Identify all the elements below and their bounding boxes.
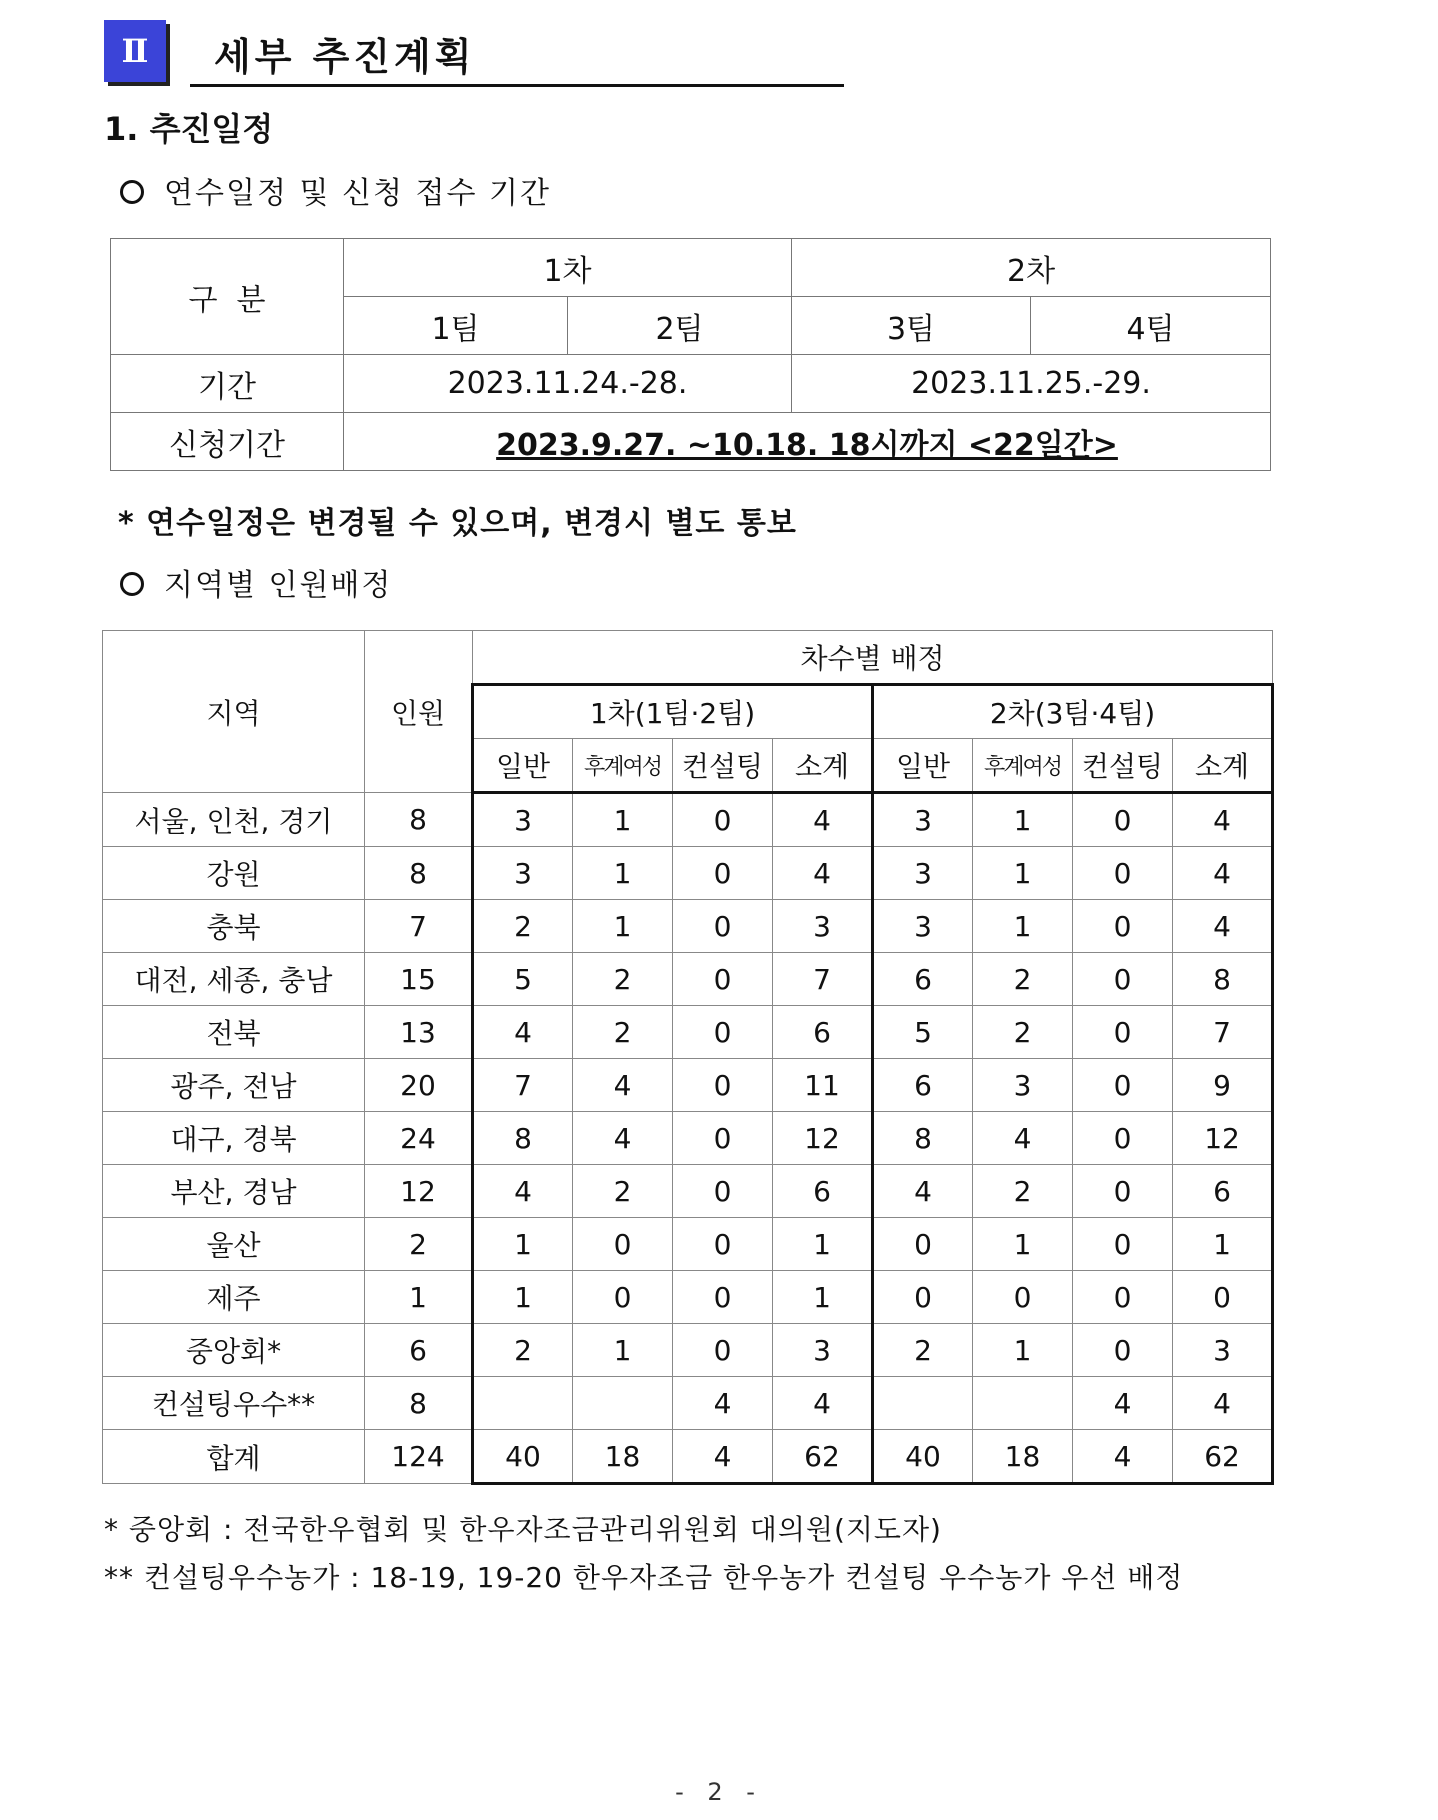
subheader: 소계 xyxy=(773,739,873,793)
value-cell: 3 xyxy=(873,793,973,847)
people-cell: 8 xyxy=(365,793,473,847)
value-cell: 1 xyxy=(473,1271,573,1324)
value-cell: 4 xyxy=(873,1165,973,1218)
value-cell: 4 xyxy=(1073,1377,1173,1430)
people-cell: 1 xyxy=(365,1271,473,1324)
value-cell: 0 xyxy=(1073,847,1173,900)
value-cell: 0 xyxy=(673,1218,773,1271)
value-cell: 12 xyxy=(773,1112,873,1165)
value-cell: 0 xyxy=(673,1112,773,1165)
value-cell: 0 xyxy=(1073,953,1173,1006)
value-cell: 7 xyxy=(473,1059,573,1112)
value-cell: 5 xyxy=(873,1006,973,1059)
subheader: 컨설팅 xyxy=(1073,739,1173,793)
schedule-note: * 연수일정은 변경될 수 있으며, 변경시 별도 통보 xyxy=(118,506,797,541)
people-cell: 13 xyxy=(365,1006,473,1059)
value-cell: 1 xyxy=(973,900,1073,953)
value-cell: 2 xyxy=(573,1165,673,1218)
value-cell: 4 xyxy=(573,1059,673,1112)
value-cell: 4 xyxy=(673,1430,773,1484)
value-cell: 1 xyxy=(973,1218,1073,1271)
table-row xyxy=(103,1218,1273,1271)
value-cell: 4 xyxy=(773,1377,873,1430)
value-cell xyxy=(473,1377,573,1430)
schedule-table xyxy=(110,238,1271,471)
subheader: 컨설팅 xyxy=(673,739,773,793)
region-cell: 강원 xyxy=(103,847,365,900)
people-cell: 24 xyxy=(365,1112,473,1165)
value-cell: 40 xyxy=(873,1430,973,1484)
value-cell: 2 xyxy=(873,1324,973,1377)
table-row xyxy=(103,900,1273,953)
group2-header: 2차(3팀·4팀) xyxy=(873,685,1273,739)
value-cell: 1 xyxy=(473,1218,573,1271)
value-cell: 0 xyxy=(573,1271,673,1324)
value-cell: 3 xyxy=(973,1059,1073,1112)
bullet-schedule xyxy=(120,168,551,212)
round2-header: 2차 xyxy=(792,239,1271,297)
value-cell: 7 xyxy=(773,953,873,1006)
value-cell: 0 xyxy=(1073,793,1173,847)
value-cell: 1 xyxy=(573,1324,673,1377)
value-cell: 2 xyxy=(573,1006,673,1059)
section-title: 세부 추진계획 xyxy=(214,35,476,79)
people-header: 인원 xyxy=(365,631,473,793)
table-row xyxy=(103,953,1273,1006)
value-cell: 6 xyxy=(1173,1165,1273,1218)
title-underline xyxy=(190,84,844,87)
people-cell: 20 xyxy=(365,1059,473,1112)
table-row xyxy=(103,1430,1273,1484)
period-round1: 2023.11.24.-28. xyxy=(344,355,792,413)
value-cell: 1 xyxy=(573,847,673,900)
value-cell: 0 xyxy=(673,1165,773,1218)
value-cell xyxy=(873,1377,973,1430)
value-cell: 4 xyxy=(973,1112,1073,1165)
value-cell: 1 xyxy=(573,900,673,953)
value-cell: 4 xyxy=(473,1165,573,1218)
value-cell: 11 xyxy=(773,1059,873,1112)
region-cell: 합계 xyxy=(103,1430,365,1484)
apply-period-text: 2023.9.27. ~10.18. 18시까지 <22일간> xyxy=(496,427,1118,463)
people-cell: 124 xyxy=(365,1430,473,1484)
value-cell: 1 xyxy=(573,793,673,847)
value-cell: 0 xyxy=(973,1271,1073,1324)
subheader: 일반 xyxy=(873,739,973,793)
region-cell: 부산, 경남 xyxy=(103,1165,365,1218)
subheader: 후계여성 xyxy=(973,739,1073,793)
period-label: 기간 xyxy=(111,355,344,413)
value-cell: 0 xyxy=(1073,1218,1173,1271)
bullet-text: 연수일정 및 신청 접수 기간 xyxy=(164,176,551,211)
subheader: 소계 xyxy=(1173,739,1273,793)
value-cell: 2 xyxy=(973,1006,1073,1059)
value-cell: 4 xyxy=(1173,793,1273,847)
category-header: 구 분 xyxy=(111,239,344,355)
team-header: 2팀 xyxy=(568,297,792,355)
people-cell: 2 xyxy=(365,1218,473,1271)
value-cell: 0 xyxy=(1073,1059,1173,1112)
team-header: 1팀 xyxy=(344,297,568,355)
value-cell: 3 xyxy=(1173,1324,1273,1377)
value-cell: 8 xyxy=(1173,953,1273,1006)
people-cell: 8 xyxy=(365,1377,473,1430)
value-cell: 0 xyxy=(1073,1324,1173,1377)
value-cell: 0 xyxy=(673,1059,773,1112)
value-cell: 4 xyxy=(773,847,873,900)
value-cell: 2 xyxy=(973,1165,1073,1218)
value-cell: 62 xyxy=(773,1430,873,1484)
table-row xyxy=(103,793,1273,847)
table-row xyxy=(103,847,1273,900)
value-cell: 0 xyxy=(573,1218,673,1271)
region-cell: 광주, 전남 xyxy=(103,1059,365,1112)
value-cell: 8 xyxy=(873,1112,973,1165)
value-cell: 0 xyxy=(1073,1271,1173,1324)
value-cell: 3 xyxy=(873,900,973,953)
value-cell: 40 xyxy=(473,1430,573,1484)
value-cell: 7 xyxy=(1173,1006,1273,1059)
region-cell: 서울, 인천, 경기 xyxy=(103,793,365,847)
value-cell: 6 xyxy=(773,1006,873,1059)
value-cell: 0 xyxy=(873,1218,973,1271)
value-cell: 0 xyxy=(673,793,773,847)
value-cell: 62 xyxy=(1173,1430,1273,1484)
subheader: 후계여성 xyxy=(573,739,673,793)
value-cell: 0 xyxy=(673,953,773,1006)
people-cell: 7 xyxy=(365,900,473,953)
value-cell: 4 xyxy=(1173,900,1273,953)
value-cell: 2 xyxy=(473,900,573,953)
value-cell: 4 xyxy=(1173,1377,1273,1430)
table-row xyxy=(103,1112,1273,1165)
footnote: ** 컨설팅우수농가 : 18-19, 19-20 한우자조금 한우농가 컨설팅 우수농가 우선 배정 xyxy=(104,1561,1184,1594)
region-cell: 울산 xyxy=(103,1218,365,1271)
value-cell xyxy=(973,1377,1073,1430)
value-cell: 18 xyxy=(573,1430,673,1484)
value-cell: 0 xyxy=(673,847,773,900)
bullet-allocation xyxy=(120,560,392,604)
value-cell: 8 xyxy=(473,1112,573,1165)
value-cell xyxy=(573,1377,673,1430)
value-cell: 4 xyxy=(773,793,873,847)
value-cell: 0 xyxy=(873,1271,973,1324)
value-cell: 0 xyxy=(1073,1112,1173,1165)
round1-header: 1차 xyxy=(344,239,792,297)
value-cell: 4 xyxy=(1173,847,1273,900)
circle-bullet-icon xyxy=(120,180,144,204)
value-cell: 9 xyxy=(1173,1059,1273,1112)
subheading: 1. 추진일정 xyxy=(104,110,274,148)
value-cell: 12 xyxy=(1173,1112,1273,1165)
value-cell: 6 xyxy=(873,1059,973,1112)
table-row xyxy=(103,1059,1273,1112)
people-cell: 8 xyxy=(365,847,473,900)
value-cell: 6 xyxy=(873,953,973,1006)
value-cell: 1 xyxy=(1173,1218,1273,1271)
value-cell: 4 xyxy=(673,1377,773,1430)
value-cell: 3 xyxy=(473,793,573,847)
value-cell: 0 xyxy=(1073,1006,1173,1059)
value-cell: 0 xyxy=(1073,900,1173,953)
value-cell: 4 xyxy=(1073,1430,1173,1484)
table-row xyxy=(103,1165,1273,1218)
region-cell: 대구, 경북 xyxy=(103,1112,365,1165)
value-cell: 0 xyxy=(1173,1271,1273,1324)
bullet-text: 지역별 인원배정 xyxy=(164,568,393,603)
alloc-header: 차수별 배정 xyxy=(473,631,1273,685)
value-cell: 0 xyxy=(673,1006,773,1059)
value-cell: 0 xyxy=(673,1324,773,1377)
value-cell: 1 xyxy=(773,1271,873,1324)
footnote: * 중앙회 : 전국한우협회 및 한우자조금관리위원회 대의원(지도자) xyxy=(104,1513,942,1546)
value-cell: 6 xyxy=(773,1165,873,1218)
circle-bullet-icon xyxy=(120,572,144,596)
value-cell: 3 xyxy=(473,847,573,900)
value-cell: 3 xyxy=(773,900,873,953)
value-cell: 3 xyxy=(773,1324,873,1377)
region-cell: 제주 xyxy=(103,1271,365,1324)
subheader: 일반 xyxy=(473,739,573,793)
people-cell: 15 xyxy=(365,953,473,1006)
section-number-box: Ⅱ xyxy=(104,20,166,82)
people-cell: 6 xyxy=(365,1324,473,1377)
value-cell: 4 xyxy=(473,1006,573,1059)
value-cell: 0 xyxy=(1073,1165,1173,1218)
people-cell: 12 xyxy=(365,1165,473,1218)
value-cell: 2 xyxy=(573,953,673,1006)
region-cell: 전북 xyxy=(103,1006,365,1059)
value-cell: 2 xyxy=(973,953,1073,1006)
table-row xyxy=(103,1271,1273,1324)
allocation-table xyxy=(102,630,1274,1485)
value-cell: 1 xyxy=(973,793,1073,847)
section-header xyxy=(104,20,844,90)
value-cell: 5 xyxy=(473,953,573,1006)
page-number: - 2 - xyxy=(675,1778,763,1806)
value-cell: 3 xyxy=(873,847,973,900)
value-cell: 2 xyxy=(473,1324,573,1377)
value-cell: 0 xyxy=(673,900,773,953)
allocation-table-body xyxy=(103,793,1273,1484)
region-cell: 충북 xyxy=(103,900,365,953)
value-cell: 1 xyxy=(973,847,1073,900)
table-row xyxy=(103,1377,1273,1430)
region-header: 지역 xyxy=(103,631,365,793)
apply-period xyxy=(344,413,1271,471)
period-round2: 2023.11.25.-29. xyxy=(792,355,1271,413)
value-cell: 18 xyxy=(973,1430,1073,1484)
table-row xyxy=(103,1324,1273,1377)
apply-label: 신청기간 xyxy=(111,413,344,471)
value-cell: 0 xyxy=(673,1271,773,1324)
value-cell: 1 xyxy=(773,1218,873,1271)
region-cell: 컨설팅우수** xyxy=(103,1377,365,1430)
team-header: 3팀 xyxy=(792,297,1031,355)
region-cell: 중앙회* xyxy=(103,1324,365,1377)
table-row xyxy=(103,1006,1273,1059)
team-header: 4팀 xyxy=(1031,297,1271,355)
value-cell: 1 xyxy=(973,1324,1073,1377)
value-cell: 4 xyxy=(573,1112,673,1165)
region-cell: 대전, 세종, 충남 xyxy=(103,953,365,1006)
group1-header: 1차(1팀·2팀) xyxy=(473,685,873,739)
